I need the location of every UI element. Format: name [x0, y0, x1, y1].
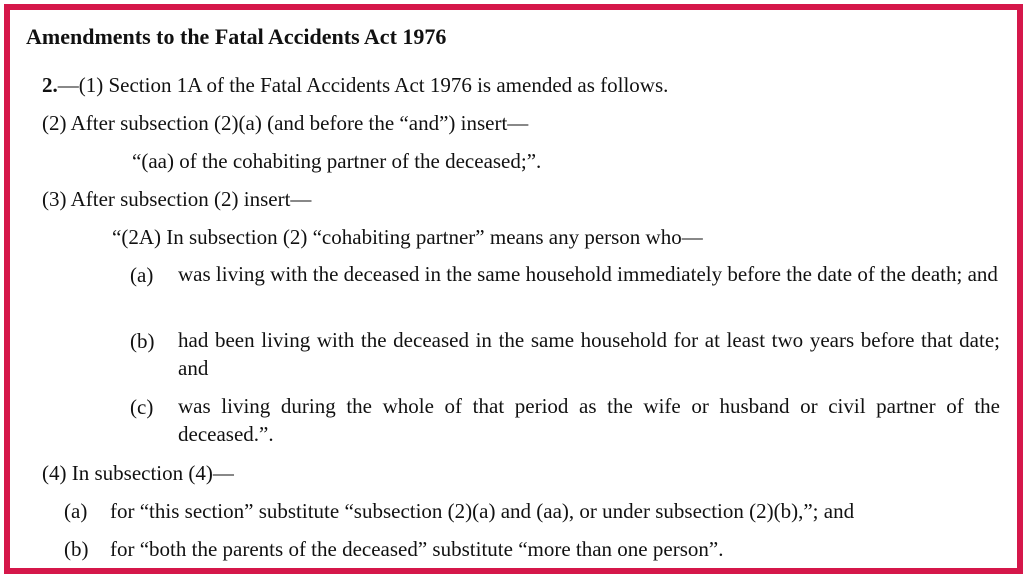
subsection-4: (4) In subsection (4)— [42, 461, 234, 485]
document-content [10, 10, 1017, 568]
subsection-3-insert-intro: “(2A) In subsection (2) “cohabiting partner” means any person who— [112, 225, 703, 249]
item-b-text: had been living with the deceased in the same household for at least two years before that date; and [178, 328, 1000, 380]
subsection-2-insert: “(aa) of the cohabiting partner of the deceased;”. [132, 149, 542, 173]
item-b-label: (b) [130, 329, 155, 353]
sub4-item-a-label: (a) [64, 499, 88, 523]
item-c-label: (c) [130, 395, 154, 419]
section-2-intro [42, 72, 668, 98]
section-intro-text: —(1) Section 1A of the Fatal Accidents Act 1976 is amended as follows. [57, 73, 669, 97]
sub4-item-b-text: for “both the parents of the deceased” substitute “more than one person”. [110, 537, 724, 561]
sub4-item-a-text: for “this section” substitute “subsection (2)(a) and (aa), or under subsection (2)(b),”; and [110, 499, 855, 523]
item-c-text: was living during the whole of that period as the wife or husband or civil partner of the deceased.”. [178, 394, 1000, 446]
section-number: 2. [42, 73, 58, 97]
item-a-text: was living with the deceased in the same household immediately before the date of the death; and [178, 262, 998, 286]
document-heading: Amendments to the Fatal Accidents Act 1976 [26, 24, 447, 49]
subsection-2: (2) After subsection (2)(a) (and before the “and”) insert— [42, 111, 529, 135]
document-frame [4, 4, 1023, 574]
sub4-item-b-label: (b) [64, 537, 89, 561]
subsection-3: (3) After subsection (2) insert— [42, 187, 312, 211]
item-a-label: (a) [130, 263, 154, 287]
